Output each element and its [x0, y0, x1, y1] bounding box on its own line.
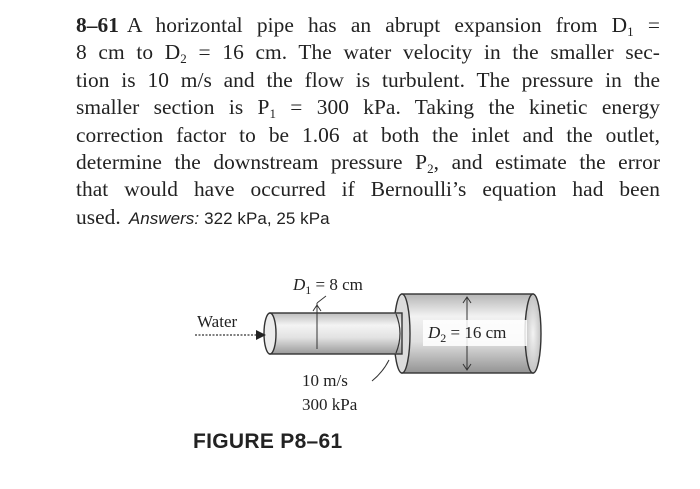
answers-label: Answers: — [128, 208, 200, 228]
problem-text: , and estimate the error — [433, 150, 660, 175]
figure-caption: FIGURE P8–61 — [193, 430, 343, 453]
water-inflow-arrow — [195, 330, 266, 340]
problem-text: smaller section is P — [76, 95, 270, 120]
subscript: 1 — [269, 106, 277, 122]
problem-text: 8 cm to D — [76, 40, 181, 65]
problem-number: 8–61 — [76, 13, 119, 37]
problem-line-3: tion is 10 m/s and the flow is turbulent. The pressure in the — [76, 67, 660, 92]
problem-text: = 300 kPa. Taking the kinetic energy — [276, 95, 660, 120]
problem-text: A horizontal pipe has an abrupt expansion from D — [126, 13, 628, 37]
pressure-label: 300 kPa — [302, 395, 358, 414]
small-pipe — [264, 313, 402, 354]
leader-line — [372, 360, 389, 381]
subscript: 1 — [627, 24, 634, 39]
problem-line-7: that would have occurred if Bernoulli’s equation had been — [76, 177, 660, 202]
problem-text: = 16 cm. The water velocity in the smaller sec- — [186, 40, 660, 65]
problem-text: = — [633, 13, 661, 37]
problem-line-5: correction factor to be 1.06 at both the inlet and the outlet, — [76, 122, 660, 147]
water-label: Water — [197, 312, 238, 331]
answers-value: 322 kPa, 25 kPa — [204, 208, 330, 228]
subscript: 2 — [180, 51, 187, 67]
d1-label: $D_1 = 8$ cm — [293, 275, 363, 297]
problem-text: determine the downstream pressure P — [76, 150, 428, 175]
subscript: 2 — [427, 161, 434, 177]
problem-text: used. — [76, 204, 121, 229]
d2-label: $D_2 = 16$ cm — [428, 323, 507, 345]
velocity-label: 10 m/s — [302, 371, 348, 390]
